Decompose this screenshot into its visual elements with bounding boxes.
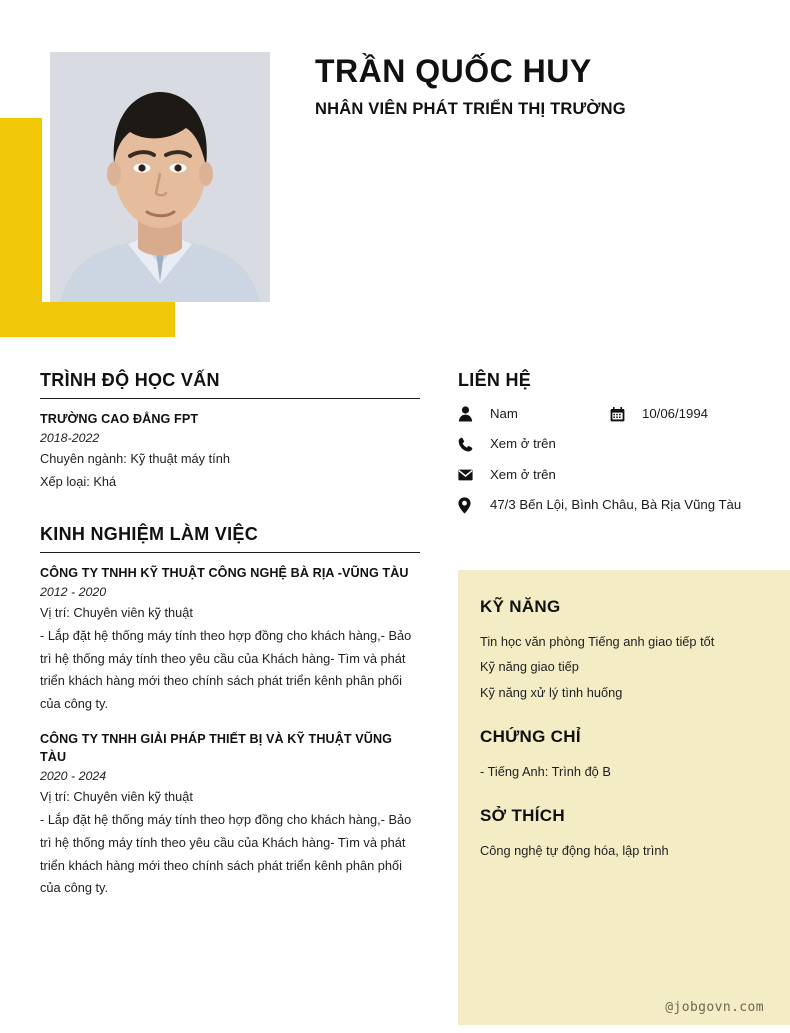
experience-heading: KINH NGHIỆM LÀM VIỆC [40, 523, 259, 544]
certificates-heading: CHỨNG CHỈ [480, 726, 581, 746]
experience-description: - Lắp đặt hệ thống máy tính theo hợp đồng cho khách hàng,- Bảo trì hệ thống máy tính theo yêu cầu của Khách hàng- Tìm và phát triển khách hàng mới theo chính sách phát triển kênh phân phối của công ty. [40, 812, 412, 896]
person-icon [458, 404, 480, 423]
education-date: 2018-2022 [40, 431, 100, 446]
education-school: TRƯỜNG CAO ĐẲNG FPT [40, 412, 199, 426]
contact-row [458, 434, 790, 454]
experience-position: Vị trí: Chuyên viên kỹ thuật [40, 605, 193, 621]
candidate-job-title: NHÂN VIÊN PHÁT TRIỂN THỊ TRƯỜNG [315, 100, 626, 119]
contact-gender-cell [458, 404, 610, 424]
contact-section [458, 370, 790, 526]
envelope-icon [458, 465, 480, 484]
experience-divider [40, 552, 420, 553]
interest-item: Công nghệ tự động hóa, lập trình [480, 843, 669, 859]
experience-section [40, 524, 420, 900]
education-grade: Xếp loại: Khá [40, 474, 117, 490]
skill-item: Kỹ năng giao tiếp [480, 659, 579, 675]
education-divider [40, 398, 420, 399]
interests-heading: SỞ THÍCH [480, 806, 565, 826]
skill-item: Tin học văn phòng Tiếng anh giao tiếp tốt [480, 634, 715, 649]
contact-birthdate: 10/06/1994 [642, 406, 709, 421]
contact-address: 47/3 Bến Lội, Bình Châu, Bà Rịa Vũng Tàu [490, 497, 742, 513]
skills-panel [458, 570, 790, 1025]
section-spacer [40, 508, 420, 524]
contact-row [458, 495, 790, 515]
skill-item: Kỹ năng xử lý tình huống [480, 684, 623, 700]
experience-company: CÔNG TY TNHH KỸ THUẬT CÔNG NGHỆ BÀ RỊA -VŨNG TÀU [40, 565, 409, 580]
contact-birthdate-cell [610, 404, 708, 424]
location-pin-icon [458, 495, 480, 514]
watermark: @jobgovn.com [665, 1000, 764, 1015]
contact-heading: LIÊN HỆ [458, 370, 532, 390]
calendar-icon [610, 404, 632, 423]
portrait-photo [50, 52, 270, 302]
experience-company: CÔNG TY TNHH GIẢI PHÁP THIẾT BỊ VÀ KỸ THUẬT VŨNG TÀU [40, 731, 393, 765]
experience-entry [40, 564, 420, 716]
contact-email: Xem ở trên [490, 466, 556, 482]
experience-entry [40, 730, 420, 900]
contact-row [458, 404, 790, 424]
experience-description: - Lắp đặt hệ thống máy tính theo hợp đồng cho khách hàng,- Bảo trì hệ thống máy tính theo yêu cầu của Khách hàng- Tìm và phát triển khách hàng mới theo chính sách phát triển kênh phân phối của công ty. [40, 627, 412, 712]
experience-position: Vị trí: Chuyên viên kỹ thuật [40, 789, 193, 805]
portrait-illustration [50, 52, 270, 302]
education-entry [40, 410, 420, 494]
contact-gender: Nam [490, 406, 518, 421]
name-block [315, 52, 765, 119]
experience-date: 2012 - 2020 [40, 585, 107, 600]
experience-date: 2020 - 2024 [40, 769, 107, 784]
candidate-name: TRẦN QUỐC HUY [315, 53, 592, 89]
education-heading: TRÌNH ĐỘ HỌC VẤN [40, 370, 220, 390]
left-column [40, 370, 420, 914]
phone-icon [458, 434, 480, 453]
yellow-accent-horizontal-bar [0, 302, 175, 337]
skills-heading: KỸ NĂNG [480, 597, 561, 616]
contact-row [458, 465, 790, 485]
education-major: Chuyên ngành: Kỹ thuật máy tính [40, 451, 230, 467]
education-section [40, 370, 420, 494]
certificate-item: - Tiếng Anh: Trình độ B [480, 763, 611, 779]
contact-phone: Xem ở trên [490, 436, 556, 452]
